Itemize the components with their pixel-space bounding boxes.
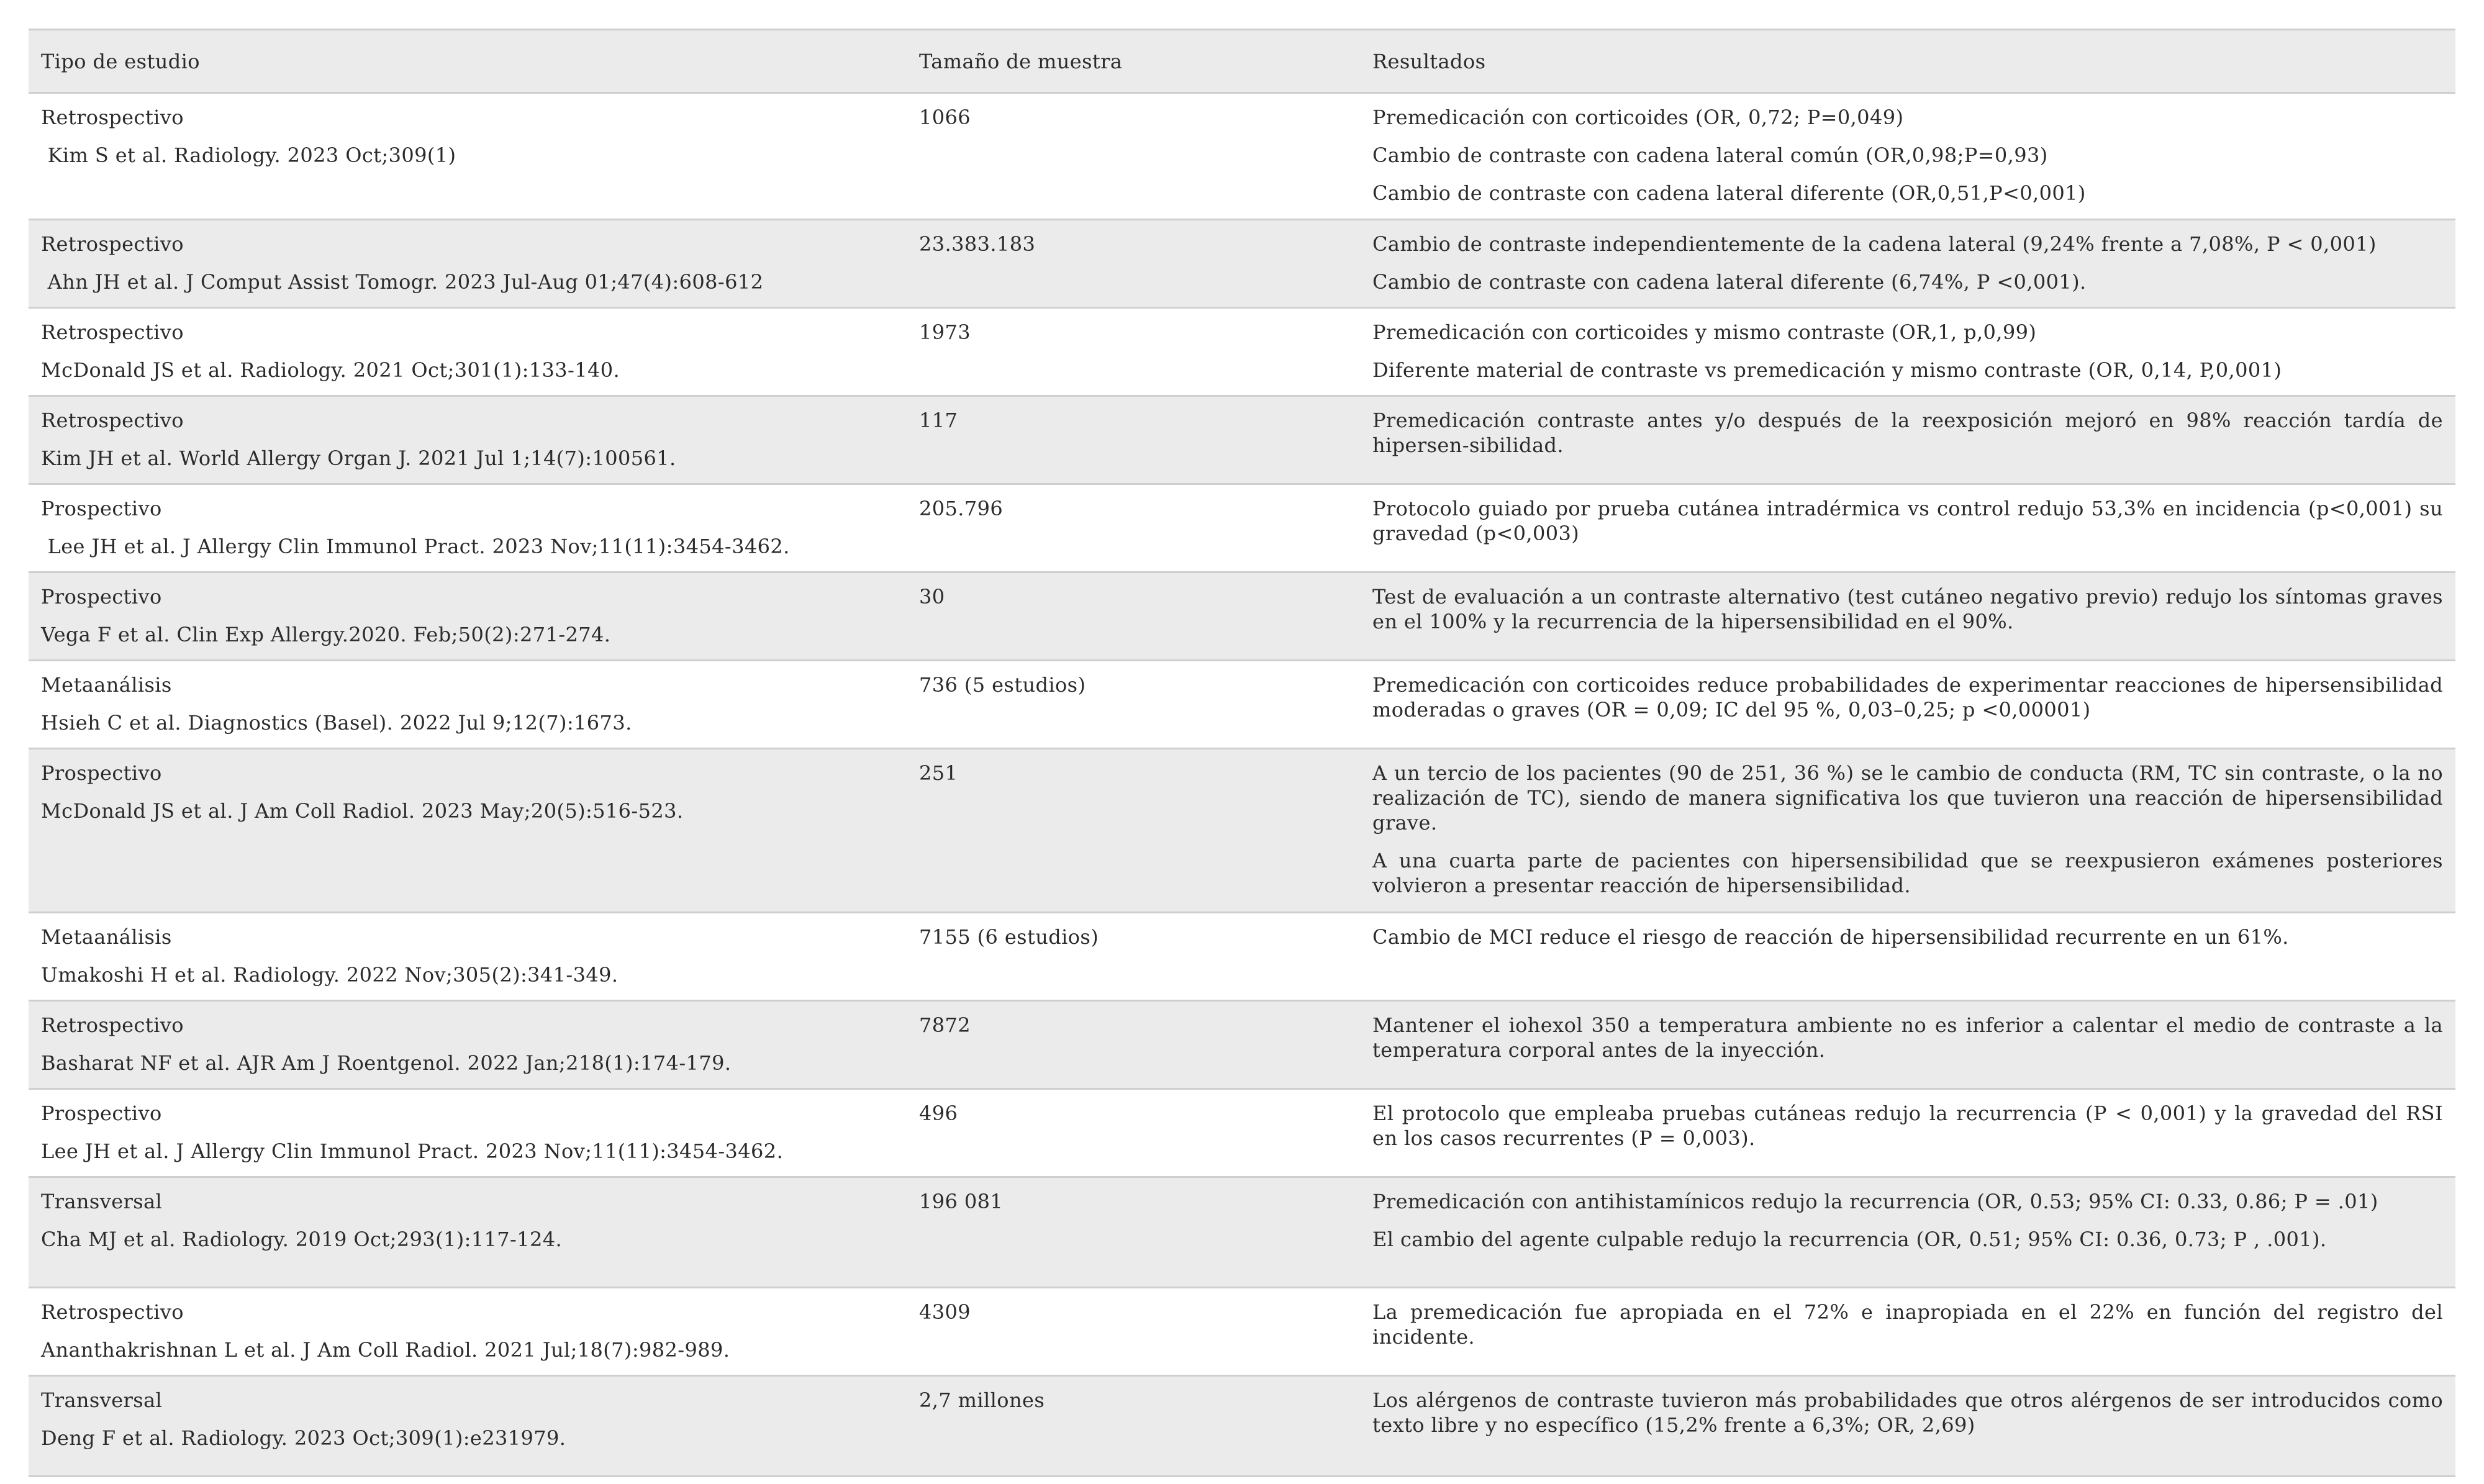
cell-tamano-muestra — [907, 1001, 1360, 1089]
cell-tipo-estudio — [29, 484, 907, 572]
sample-size: 205.796 — [919, 497, 1004, 520]
table-row — [29, 661, 2455, 749]
header-tipo-estudio: Tipo de estudio — [41, 49, 200, 73]
cell-tipo-estudio — [29, 1376, 907, 1477]
sample-size: 496 — [919, 1102, 958, 1125]
study-reference: Lee JH et al. J Allergy Clin Immunol Pract. 2023 Nov;11(11):3454-3462. — [41, 535, 790, 558]
sample-size: 117 — [919, 409, 958, 432]
cell-tamano-muestra — [907, 661, 1360, 749]
cell-tipo-estudio — [29, 396, 907, 484]
table-row — [29, 749, 2455, 913]
cell-tipo-estudio — [29, 308, 907, 396]
study-reference: Cha MJ et al. Radiology. 2019 Oct;293(1):117-124. — [41, 1228, 563, 1251]
cell-resultados — [1360, 1001, 2455, 1089]
result-text: La premedicación fue apropiada en el 72% e inapropiada en el 22% en función del registro del incidente. — [1372, 1300, 2443, 1349]
table-row — [29, 396, 2455, 484]
sample-size: 736 (5 estudios) — [919, 673, 1086, 697]
cell-resultados — [1360, 1376, 2455, 1477]
cell-tamano-muestra — [907, 749, 1360, 913]
result-text: Cambio de contraste independientemente de la cadena lateral (9,24% frente a 7,08%, P < 0,001) — [1372, 232, 2377, 256]
cell-tipo-estudio — [29, 572, 907, 661]
result-text: Test de evaluación a un contraste alternativo (test cutáneo negativo previo) redujo los síntomas graves en el 100% y la recurrencia de la hipersensibilidad en el 90%. — [1372, 585, 2443, 633]
cell-resultados — [1360, 308, 2455, 396]
cell-tamano-muestra — [907, 1376, 1360, 1477]
study-type: Prospectivo — [41, 1102, 162, 1125]
study-type: Transversal — [41, 1388, 163, 1412]
study-reference: McDonald JS et al. Radiology. 2021 Oct;301(1):133-140. — [41, 358, 620, 382]
cell-tamano-muestra — [907, 1177, 1360, 1288]
header-row — [29, 30, 2455, 93]
cell-tipo-estudio — [29, 661, 907, 749]
table-row — [29, 308, 2455, 396]
table-row — [29, 220, 2455, 308]
cell-tamano-muestra — [907, 93, 1360, 220]
result-text: Mantener el iohexol 350 a temperatura ambiente no es inferior a calentar el medio de contraste a la temperatura corporal antes de la inyección. — [1372, 1013, 2443, 1062]
header-tamano-muestra: Tamaño de muestra — [919, 49, 1123, 73]
cell-tamano-muestra — [907, 484, 1360, 572]
cell-resultados — [1360, 1177, 2455, 1288]
study-type: Retrospectivo — [41, 232, 184, 256]
study-type: Retrospectivo — [41, 1013, 184, 1037]
study-reference: McDonald JS et al. J Am Coll Radiol. 2023 May;20(5):516-523. — [41, 799, 684, 823]
table-row — [29, 913, 2455, 1001]
study-reference: Ahn JH et al. J Comput Assist Tomogr. 2023 Jul-Aug 01;47(4):608-612 — [41, 270, 764, 294]
result-text: Premedicación contraste antes y/o después de la reexposición mejoró en 98% reacción tardía de hipersen-sibilidad. — [1372, 409, 2443, 457]
cell-tamano-muestra — [907, 913, 1360, 1001]
table-row — [29, 1376, 2455, 1477]
study-type: Retrospectivo — [41, 106, 184, 129]
table-row — [29, 1288, 2455, 1376]
cell-resultados — [1360, 1288, 2455, 1376]
cell-resultados — [1360, 396, 2455, 484]
study-reference: Kim JH et al. World Allergy Organ J. 2021 Jul 1;14(7):100561. — [41, 446, 676, 470]
cell-tipo-estudio — [29, 1288, 907, 1376]
table-row — [29, 1177, 2455, 1288]
result-text: Premedicación con corticoides y mismo contraste (OR,1, p,0,99) — [1372, 320, 2037, 344]
study-type: Metaanálisis — [41, 925, 172, 949]
cell-resultados — [1360, 661, 2455, 749]
sample-size: 251 — [919, 761, 958, 785]
study-reference: Kim S et al. Radiology. 2023 Oct;309(1) — [41, 143, 456, 167]
study-reference: Ananthakrishnan L et al. J Am Coll Radiol. 2021 Jul;18(7):982-989. — [41, 1338, 730, 1362]
cell-resultados — [1360, 572, 2455, 661]
sample-size: 7872 — [919, 1013, 971, 1037]
sample-size: 1973 — [919, 320, 971, 344]
cell-tipo-estudio — [29, 749, 907, 913]
study-reference: Basharat NF et al. AJR Am J Roentgenol. 2022 Jan;218(1):174-179. — [41, 1051, 732, 1075]
study-reference: Vega F et al. Clin Exp Allergy.2020. Feb;50(2):271-274. — [41, 623, 611, 646]
study-type: Retrospectivo — [41, 320, 184, 344]
cell-tamano-muestra — [907, 1089, 1360, 1177]
header-resultados: Resultados — [1372, 49, 1486, 73]
study-reference: Deng F et al. Radiology. 2023 Oct;309(1):e231979. — [41, 1426, 566, 1450]
cell-tipo-estudio — [29, 220, 907, 308]
study-reference: Hsieh C et al. Diagnostics (Basel). 2022 Jul 9;12(7):1673. — [41, 711, 632, 735]
result-text: A una cuarta parte de pacientes con hipersensibilidad que se reexpusieron exámenes posteriores volvieron a presentar reacción de hipersensibilidad. — [1372, 849, 2443, 897]
study-type: Prospectivo — [41, 585, 162, 609]
result-text: Protocolo guiado por prueba cutánea intradérmica vs control redujo 53,3% en incidencia (p<0,001) su gravedad (p<0,003) — [1372, 497, 2443, 545]
cell-resultados — [1360, 220, 2455, 308]
cell-tipo-estudio — [29, 1089, 907, 1177]
cell-tipo-estudio — [29, 1001, 907, 1089]
cell-tamano-muestra — [907, 220, 1360, 308]
table-header — [29, 30, 2455, 93]
study-type: Prospectivo — [41, 761, 162, 785]
cell-resultados — [1360, 913, 2455, 1001]
study-reference: Umakoshi H et al. Radiology. 2022 Nov;305(2):341-349. — [41, 963, 619, 987]
study-type: Retrospectivo — [41, 1300, 184, 1324]
result-text: El protocolo que empleaba pruebas cutáneas redujo la recurrencia (P < 0,001) y la gravedad del RSI en los casos recurrentes (P = 0,003). — [1372, 1102, 2443, 1150]
study-type: Metaanálisis — [41, 673, 172, 697]
sample-size: 1066 — [919, 106, 971, 129]
table-row — [29, 1001, 2455, 1089]
table-row — [29, 484, 2455, 572]
result-text: Premedicación con corticoides (OR, 0,72; P=0,049) — [1372, 106, 1904, 129]
sample-size: 23.383.183 — [919, 232, 1036, 256]
result-text: Cambio de contraste con cadena lateral diferente (6,74%, P <0,001). — [1372, 270, 2087, 294]
cell-tipo-estudio — [29, 913, 907, 1001]
cell-tamano-muestra — [907, 572, 1360, 661]
study-type: Transversal — [41, 1190, 163, 1213]
sample-size: 4309 — [919, 1300, 971, 1324]
cell-tamano-muestra — [907, 396, 1360, 484]
cell-tipo-estudio — [29, 1177, 907, 1288]
studies-table — [29, 29, 2455, 1477]
cell-resultados — [1360, 1089, 2455, 1177]
table-row — [29, 1089, 2455, 1177]
study-type: Retrospectivo — [41, 409, 184, 432]
study-reference: Lee JH et al. J Allergy Clin Immunol Pract. 2023 Nov;11(11):3454-3462. — [41, 1139, 784, 1163]
cell-resultados — [1360, 484, 2455, 572]
cell-resultados — [1360, 93, 2455, 220]
sample-size: 7155 (6 estudios) — [919, 925, 1099, 949]
sample-size: 196 081 — [919, 1190, 1004, 1213]
result-text: Premedicación con corticoides reduce probabilidades de experimentar reacciones de hipersensibilidad moderadas o graves (OR = 0,09; IC del 95 %, 0,03–0,25; p <0,00001) — [1372, 673, 2443, 722]
result-text: Cambio de contraste con cadena lateral diferente (OR,0,51,P<0,001) — [1372, 181, 2086, 205]
result-text: El cambio del agente culpable redujo la recurrencia (OR, 0.51; 95% CI: 0.36, 0.73; P , .001). — [1372, 1228, 2327, 1251]
cell-tamano-muestra — [907, 308, 1360, 396]
table-body — [29, 93, 2455, 1477]
study-type: Prospectivo — [41, 497, 162, 520]
sample-size: 2,7 millones — [919, 1388, 1045, 1412]
sample-size: 30 — [919, 585, 945, 609]
result-text: Cambio de contraste con cadena lateral común (OR,0,98;P=0,93) — [1372, 143, 2048, 167]
table-row — [29, 93, 2455, 220]
table-row — [29, 572, 2455, 661]
result-text: Premedicación con antihistamínicos redujo la recurrencia (OR, 0.53; 95% CI: 0.33, 0.86; P = .01) — [1372, 1190, 2378, 1213]
cell-tipo-estudio — [29, 93, 907, 220]
result-text: Los alérgenos de contraste tuvieron más probabilidades que otros alérgenos de ser introducidos como texto libre y no específico (15,2% frente a 6,3%; OR, 2,69) — [1372, 1388, 2443, 1437]
cell-resultados — [1360, 749, 2455, 913]
result-text: Diferente material de contraste vs premedicación y mismo contraste (OR, 0,14, P,0,001) — [1372, 358, 2282, 382]
result-text: Cambio de MCI reduce el riesgo de reacción de hipersensibilidad recurrente en un 61%. — [1372, 925, 2289, 949]
result-text: A un tercio de los pacientes (90 de 251, 36 %) se le cambio de conducta (RM, TC sin contraste, o la no realización de TC), siendo de manera significativa los que tuvieron una reacción de hipersensibilidad grave. — [1372, 761, 2443, 835]
cell-tamano-muestra — [907, 1288, 1360, 1376]
